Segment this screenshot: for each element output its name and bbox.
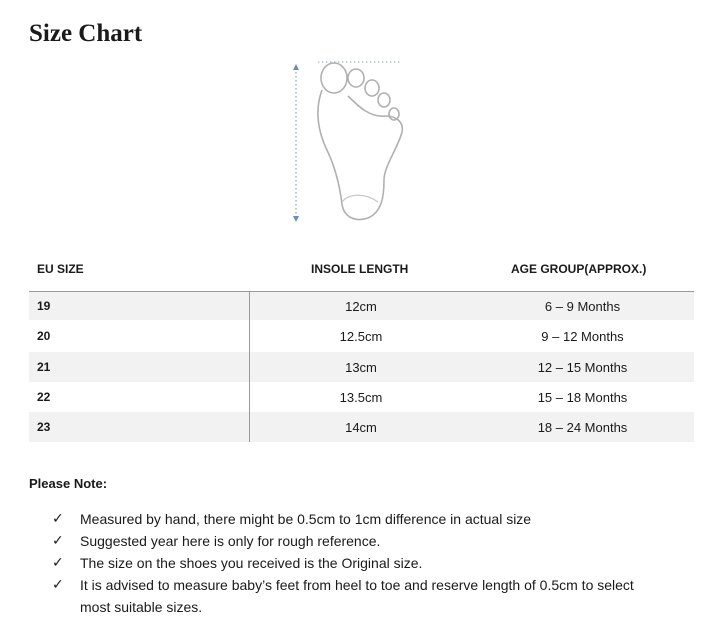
table-row (29, 292, 694, 320)
checkmark-icon: ✓ (52, 555, 64, 571)
table-header (29, 262, 694, 280)
list-item (52, 530, 662, 552)
checkmark-icon: ✓ (52, 577, 64, 593)
list-item (52, 574, 662, 618)
checkmark-icon: ✓ (52, 511, 64, 527)
table-row (29, 382, 694, 412)
eu-size-cell: 20 (37, 329, 51, 343)
eu-size-cell: 23 (37, 420, 51, 434)
size-table (29, 292, 694, 442)
eu-size-cell: 21 (37, 360, 51, 374)
age-group-cell: 12 – 15 Months (537, 359, 628, 375)
notes-title: Please Note: (29, 476, 108, 491)
note-text: Suggested year here is only for rough reference. (80, 533, 381, 549)
table-row (29, 352, 694, 382)
age-group-cell: 15 – 18 Months (537, 389, 628, 405)
insole-length-cell: 14cm (345, 419, 377, 435)
insole-length-cell: 12.5cm (339, 328, 383, 344)
checkmark-icon: ✓ (52, 533, 64, 549)
age-group-cell: 6 – 9 Months (544, 298, 621, 314)
header-eu-size: EU SIZE (37, 262, 84, 276)
list-item (52, 552, 662, 574)
note-text: The size on the shoes you received is the Original size. (80, 555, 423, 571)
table-row (29, 320, 694, 352)
notes-list (52, 508, 662, 618)
table-row (29, 412, 694, 442)
note-text: Measured by hand, there might be 0.5cm to 1cm difference in actual size (80, 511, 532, 527)
note-text: It is advised to measure baby’s feet from heel to toe and reserve length of 0.5cm to select most suitable sizes. (80, 577, 634, 615)
eu-size-cell: 19 (37, 299, 51, 313)
insole-length-cell: 13cm (345, 359, 377, 375)
column-divider (249, 292, 250, 442)
header-age-group: AGE GROUP(APPROX.) (511, 262, 647, 276)
foot-outline-icon (286, 56, 406, 226)
age-group-cell: 9 – 12 Months (541, 328, 624, 344)
list-item (52, 508, 662, 530)
header-insole-length: INSOLE LENGTH (311, 262, 409, 276)
page-title: Size Chart (29, 20, 143, 47)
insole-length-cell: 12cm (345, 298, 377, 314)
eu-size-cell: 22 (37, 390, 51, 404)
age-group-cell: 18 – 24 Months (537, 419, 628, 435)
insole-length-cell: 13.5cm (339, 389, 383, 405)
